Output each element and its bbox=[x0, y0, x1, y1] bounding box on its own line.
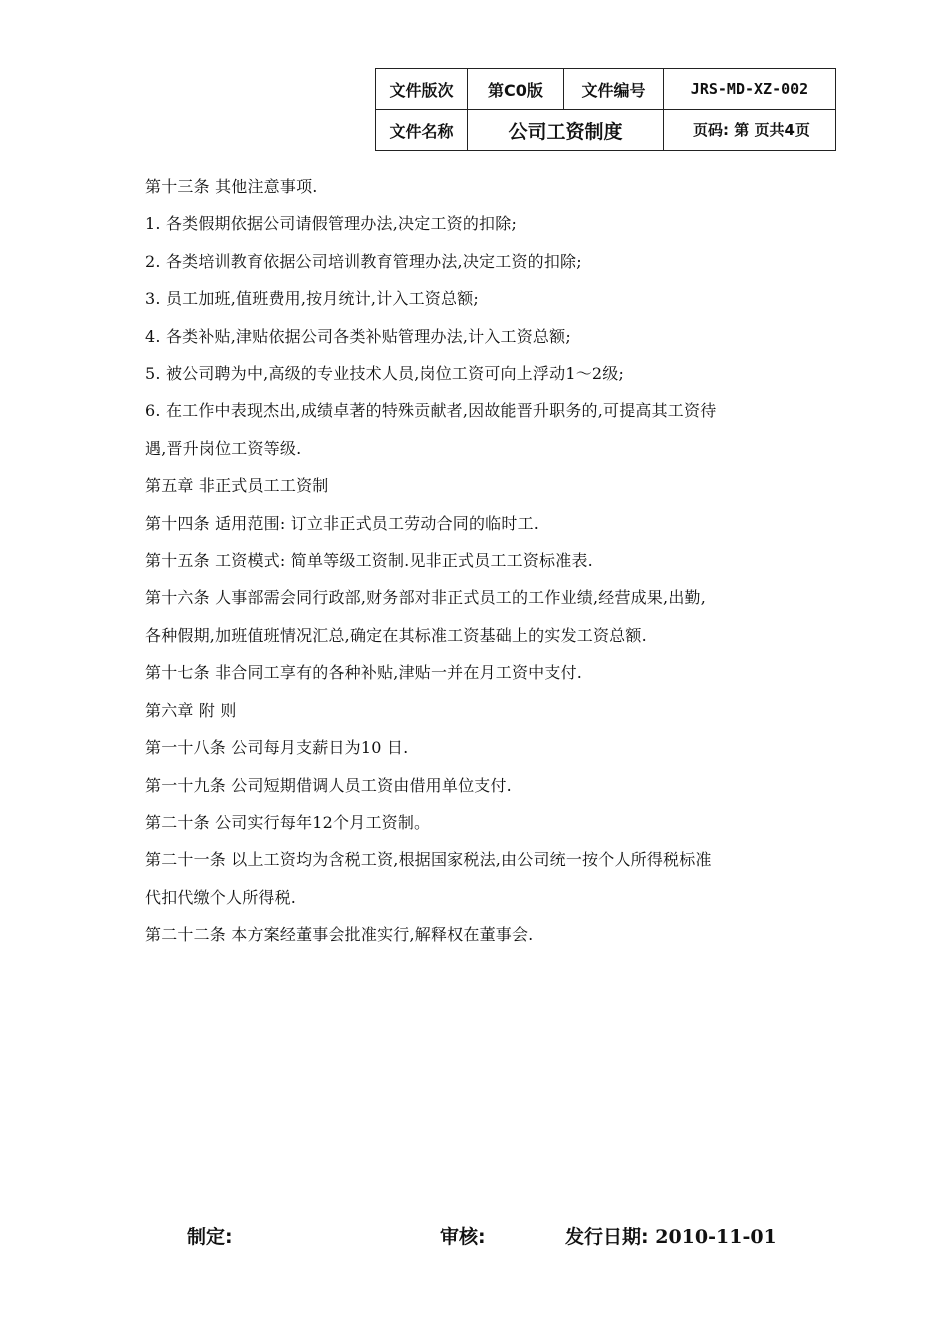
issue-date bbox=[565, 1222, 777, 1249]
document-header-table bbox=[375, 68, 836, 151]
body-line: 第十六条 人事部需会同行政部,财务部对非正式员工的工作业绩,经营成果,出勤, bbox=[145, 588, 707, 608]
header-row-version bbox=[376, 69, 836, 110]
body-line: 第十三条 其他注意事项. bbox=[145, 177, 318, 196]
version-value: 第C0版 bbox=[468, 69, 564, 110]
document-footer bbox=[0, 1218, 950, 1250]
version-label: 文件版次 bbox=[376, 69, 468, 110]
body-line: 2. 各类培训教育依据公司培训教育管理办法,决定工资的扣除; bbox=[145, 251, 582, 271]
body-line: 第十七条 非合同工享有的各种补贴,津贴一并在月工资中支付. bbox=[145, 663, 583, 683]
body-line: 4. 各类补贴,津贴依据公司各类补贴管理办法,计入工资总额; bbox=[145, 326, 571, 346]
body-line: 第十五条 工资模式: 简单等级工资制.见非正式员工工资标准表. bbox=[145, 551, 593, 571]
body-line: 第一十九条 公司短期借调人员工资由借用单位支付. bbox=[145, 775, 512, 795]
body-line: 第二十一条 以上工资均为含税工资,根据国家税法,由公司统一按个人所得税标准 bbox=[145, 850, 712, 870]
body-line: 第二十条 公司实行每年12个月工资制。 bbox=[145, 812, 431, 832]
body-line: 代扣代缴个人所得税. bbox=[145, 887, 297, 907]
reviewed-by-label: 审核: bbox=[440, 1226, 486, 1248]
document-name-value: 公司工资制度 bbox=[468, 110, 664, 151]
page-number-info: 页码: 第 页共4页 bbox=[664, 110, 836, 151]
body-line: 遇,晋升岗位工资等级. bbox=[145, 438, 302, 458]
made-by-label: 制定: bbox=[187, 1226, 233, 1248]
document-number-label: 文件编号 bbox=[564, 69, 664, 110]
body-line: 5. 被公司聘为中,高级的专业技术人员,岗位工资可向上浮动1～2级; bbox=[145, 364, 625, 384]
document-number-value: JRS-MD-XZ-002 bbox=[664, 69, 836, 110]
body-line: 6. 在工作中表现杰出,成绩卓著的特殊贡献者,因故能晋升职务的,可提高其工资待 bbox=[145, 401, 717, 421]
body-line: 第十四条 适用范围: 订立非正式员工劳动合同的临时工. bbox=[145, 513, 540, 533]
body-line: 1. 各类假期依据公司请假管理办法,决定工资的扣除; bbox=[145, 214, 518, 234]
issue-date-label: 发行日期: bbox=[565, 1226, 649, 1248]
chapter-heading: 第五章 非正式员工工资制 bbox=[145, 476, 329, 496]
document-name-label: 文件名称 bbox=[376, 110, 468, 151]
body-line: 第二十二条 本方案经董事会批准实行,解释权在董事会. bbox=[145, 925, 534, 945]
chapter-heading: 第六章 附 则 bbox=[145, 700, 237, 720]
body-line: 第一十八条 公司每月支薪日为10 日. bbox=[145, 738, 409, 758]
header-row-name bbox=[376, 110, 836, 151]
document-body bbox=[145, 168, 825, 954]
issue-date-value: 2010-11-01 bbox=[655, 1226, 777, 1248]
body-line: 各种假期,加班值班情况汇总,确定在其标准工资基础上的实发工资总额. bbox=[145, 625, 647, 645]
body-line: 3. 员工加班,值班费用,按月统计,计入工资总额; bbox=[145, 289, 480, 309]
